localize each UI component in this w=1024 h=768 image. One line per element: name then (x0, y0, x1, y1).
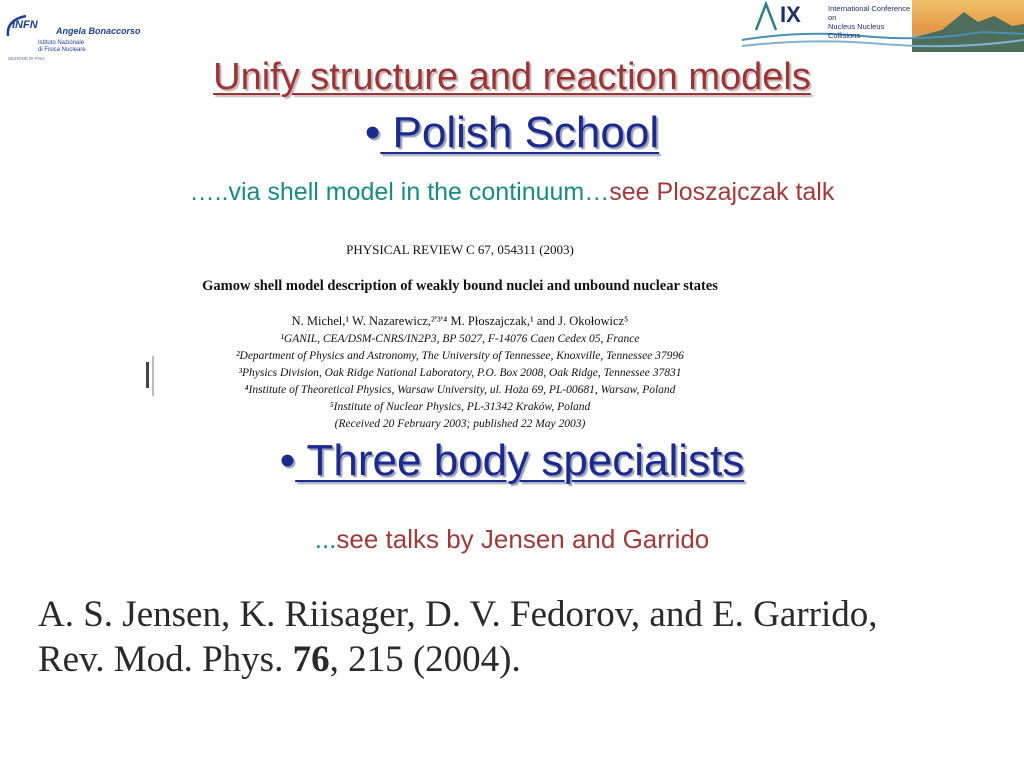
ploszajczak-talk-ref: see Ploszajczak talk (609, 178, 835, 206)
conference-logo (742, 0, 1024, 52)
bullet-three-body (0, 436, 1024, 486)
conference-name-line2: Nucleus Nucleus Collisions (828, 22, 885, 40)
citation-reference (38, 637, 1008, 682)
paper-excerpt (140, 238, 780, 430)
paper-journal: PHYSICAL REVIEW C 67, 054311 (2003) (346, 242, 574, 257)
conference-name (828, 4, 916, 40)
bullet-marker: • (364, 108, 381, 157)
citation (38, 592, 1008, 682)
infn-section: SEZIONE DI PISA (8, 56, 46, 61)
paper-affiliation: ³Physics Division, Oak Ridge National Laboratory, P.O. Box 2008, Oak Ridge, Tennessee 37831 (238, 367, 682, 379)
infn-institute-line1: Istituto Nazionale (38, 40, 85, 46)
paper-affiliation: ⁵Institute of Nuclear Physics, PL-31342 Kraków, Poland (329, 401, 591, 413)
paper-affiliation: ⁴Institute of Theoretical Physics, Warsaw University, ul. Hoża 69, PL-00681, Warsaw, Poland (244, 384, 676, 396)
bullet-polish-school-label: Polish School (380, 108, 660, 157)
citation-volume: 76 (292, 639, 330, 680)
citation-pages-year: , 215 (2004). (329, 639, 521, 680)
shell-model-text: …..via shell model in the continuum… (189, 178, 610, 206)
shell-model-note (0, 178, 1024, 207)
bullet-marker: • (279, 436, 296, 485)
slide-title: Unify structure and reaction models (213, 56, 811, 98)
paper-affiliations (140, 331, 780, 433)
citation-authors: A. S. Jensen, K. Riisager, D. V. Fedorov, and E. Garrido, (38, 594, 878, 635)
talks-note (0, 524, 1024, 555)
conference-numeral: IX (780, 2, 801, 27)
infn-institute (38, 40, 118, 54)
infn-acronym: INFN (12, 19, 38, 31)
infn-logo (4, 6, 154, 62)
paper-title: Gamow shell model description of weakly bound nuclei and unbound nuclear states (202, 278, 718, 294)
paper-affiliation: ¹GANIL, CEA/DSM-CNRS/IN2P3, BP 5027, F-14076 Caen Cedex 05, France (280, 333, 640, 345)
paper-affiliation: ²Department of Physics and Astronomy, The University of Tennessee, Knoxville, Tennessee 37996 (236, 350, 684, 362)
citation-journal: Rev. Mod. Phys. (38, 639, 293, 680)
talks-text: see talks by Jensen and Garrido (336, 524, 710, 554)
paper-received: (Received 20 February 2003; published 22 May 2003) (334, 418, 586, 430)
conference-name-line1: International Conference on (828, 4, 911, 22)
paper-authors: N. Michel,¹ W. Nazarewicz,²'³'⁴ M. Płoszajczak,¹ and J. Okołowicz⁵ (291, 314, 629, 328)
infn-institute-line2: di Fisica Nucleare (38, 47, 86, 53)
talks-dots: ... (314, 524, 337, 554)
infn-author: Angela Bonaccorso (56, 26, 141, 36)
bullet-three-body-label: Three body specialists (295, 436, 745, 485)
bullet-polish-school (0, 108, 1024, 158)
infn-logo-mark (4, 12, 58, 42)
